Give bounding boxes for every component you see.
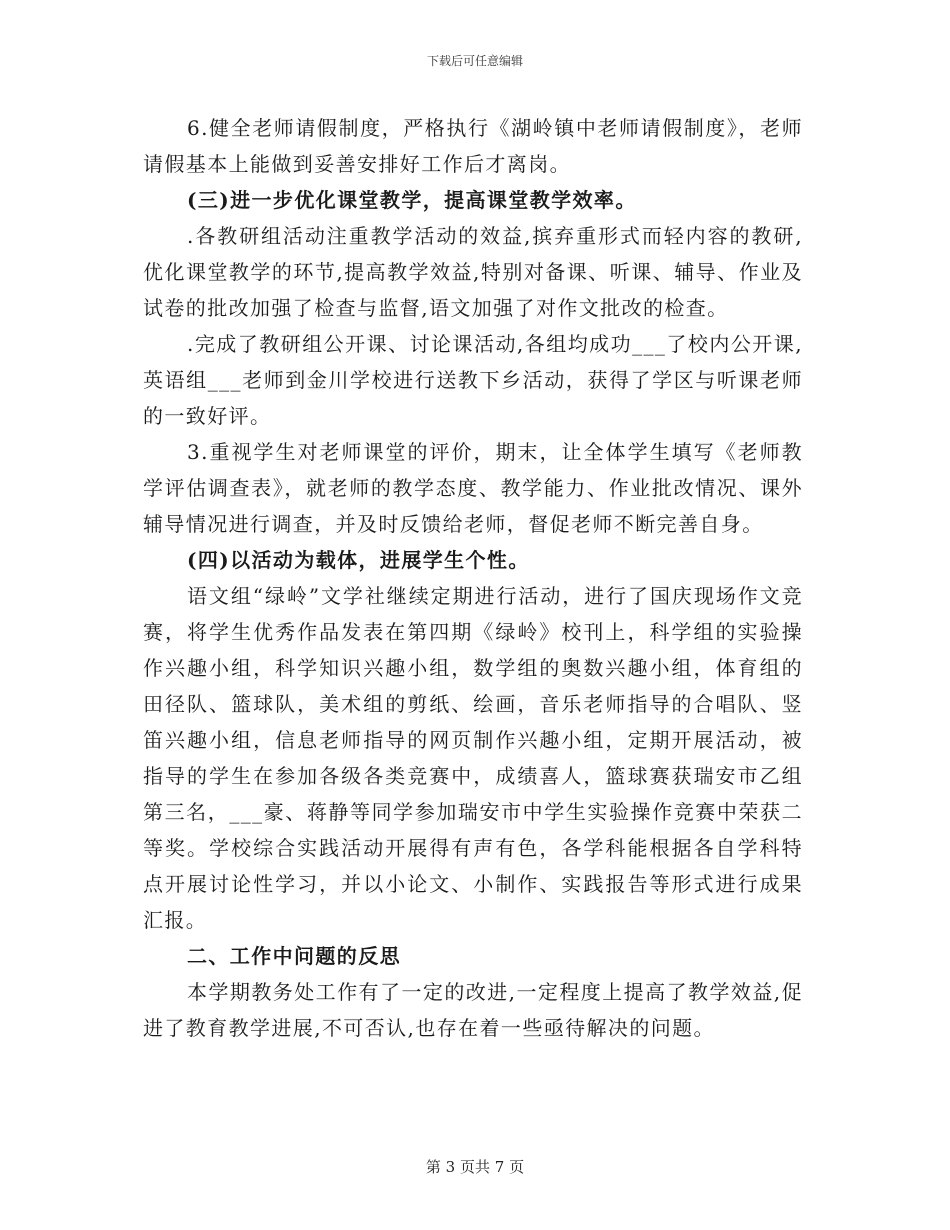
- paragraph-reflection: 本学期教务处工作有了一定的改进,一定程度上提高了教学效益,促进了教育教学进展,不可否认,也存在着一些亟待解决的问题。: [143, 980, 803, 1040]
- paragraph-open-classes: .完成了教研组公开课、讨论课活动,各组均成功___了校内公开课,英语组___老师到金川学校进行送教下乡活动，获得了学区与听课老师的一致好评。: [143, 332, 803, 428]
- paragraph-leave-policy: 6.健全老师请假制度，严格执行《湖岭镇中老师请假制度》，老师请假基本上能做到妥善安排好工作后才离岗。: [143, 116, 803, 176]
- paragraph-teaching-research: .各教研组活动注重教学活动的效益,摈弃重形式而轻内容的教研,优化课堂教学的环节,提高教学效益,特别对备课、听课、辅导、作业及试卷的批改加强了检查与监督,语文加强了对作文批改的检查。: [143, 224, 803, 320]
- document-body: [143, 110, 803, 1046]
- section-heading-classroom: (三)进一步优化课堂教学，提高课堂教学效率。: [187, 188, 637, 212]
- paragraph-student-activities: 语文组“绿岭”文学社继续定期进行活动，进行了国庆现场作文竞赛，将学生优秀作品发表在第四期《绿岭》校刊上，科学组的实验操作兴趣小组，科学知识兴趣小组，数学组的奥数兴趣小组，体育组的田径队、篮球队，美术组的剪纸、绘画，音乐老师指导的合唱队、竖笛兴趣小组，信息老师指导的网页制作兴趣小组，定期开展活动，被指导的学生在参加各级各类竞赛中，成绩喜人，篮球赛获瑞安市乙组第三名，___豪、蒋静等同学参加瑞安市中学生实验操作竞赛中荣获二等奖。学校综合实践活动开展得有声有色，各学科能根据各自学科特点开展讨论性学习，并以小论文、小制作、实践报告等形式进行成果汇报。: [143, 584, 803, 932]
- section-heading-reflection: 二、工作中问题的反思: [187, 944, 401, 968]
- page-header: 下载后可任意编辑: [426, 54, 523, 68]
- section-heading-activities: (四)以活动为载体，进展学生个性。: [187, 548, 530, 572]
- page-footer: 第 3 页共 7 页: [425, 1158, 525, 1176]
- paragraph-student-evaluation: 3.重视学生对老师课堂的评价，期末，让全体学生填写《老师教学评估调查表》，就老师的教学态度、教学能力、作业批改情况、课外辅导情况进行调查，并及时反馈给老师，督促老师不断完善自身。: [143, 440, 803, 536]
